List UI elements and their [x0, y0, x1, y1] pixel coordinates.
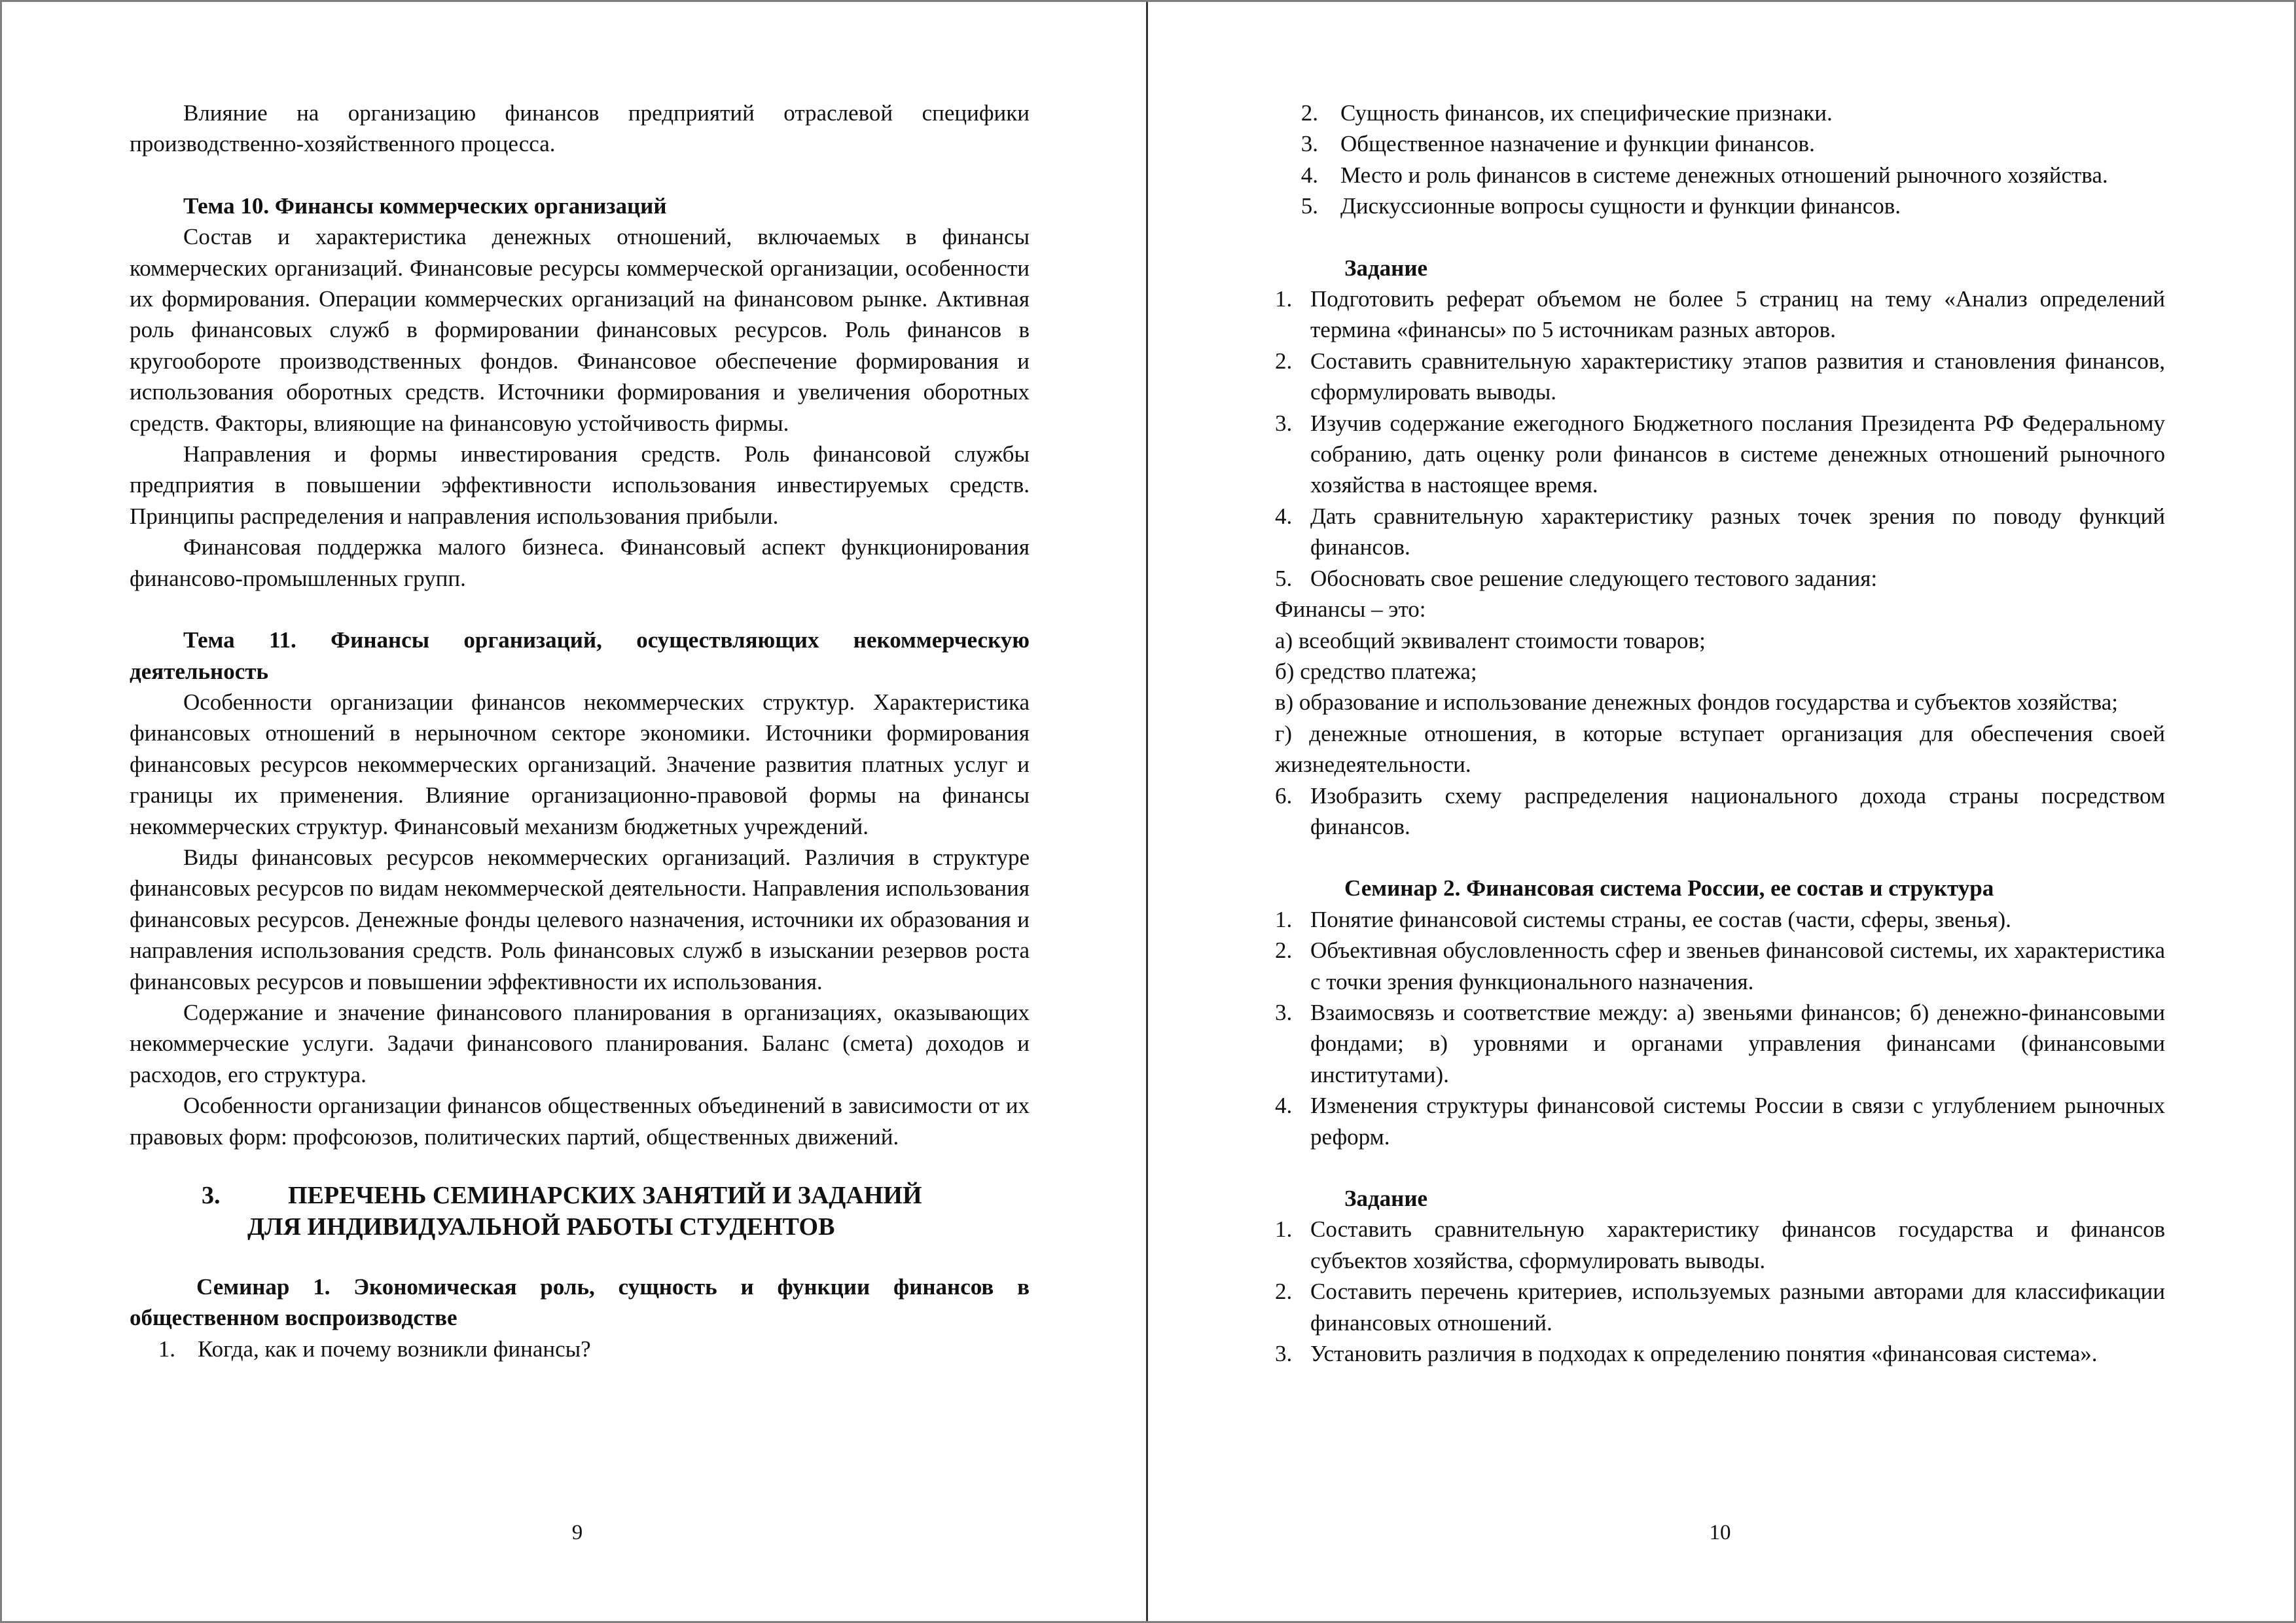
seminar2-heading: Семинар 2. Финансовая система России, ее состав и структура	[1344, 875, 1994, 902]
page-number-left: 9	[571, 1521, 583, 1544]
test-option-a: а) всеобщий эквивалент стоимости товаров;	[1275, 627, 1706, 653]
list-item-number: 3.	[1275, 410, 1293, 436]
list-item-number: 4.	[1300, 162, 1318, 188]
list-item-text: Составить перечень критериев, используемых разными авторами для классификации финансовых отношений.	[1310, 1279, 2165, 1336]
list-item-text: Составить сравнительную характеристику финансов государства и финансов субъектов хозяйства, сформулировать выводы.	[1310, 1216, 2165, 1273]
book-spread	[2, 2, 2294, 1621]
seminar1-list	[130, 1334, 1030, 1364]
test-option-c: в) образование и использование денежных фондов государства и субъектов хозяйства;	[1275, 689, 2118, 716]
topic10-paragraph-2: Направления и формы инвестирования средств. Роль финансовой службы предприятия в повышении эффективности использования инвестируемых средств. Принципы распределения и направления использования прибыли.	[130, 441, 1030, 529]
task1-list	[1275, 283, 2165, 594]
list-item-text: Изобразить схему распределения национального дохода страны посредством финансов.	[1310, 782, 2165, 839]
list-item-number: 1.	[1275, 286, 1293, 312]
list-item-text: Понятие финансовой системы страны, ее состав (части, сферы, звенья).	[1310, 906, 2011, 932]
test-option-b: б) средство платежа;	[1275, 658, 1477, 684]
list-item-text: Когда, как и почему возникли финансы?	[198, 1336, 591, 1362]
task2-list	[1275, 1214, 2165, 1369]
seminar2-list	[1275, 904, 2165, 1152]
topic11-heading: Тема 11. Финансы организаций, осуществляющих некоммерческую деятельность	[130, 627, 1030, 684]
list-item-text: Сущность финансов, их специфические признаки.	[1340, 100, 1833, 126]
topic10-heading: Тема 10. Финансы коммерческих организаций	[183, 192, 667, 219]
list-item-text: Изучив содержание ежегодного Бюджетного послания Президента РФ Федеральному собранию, дать оценку роли финансов в системе денежных отношений рыночного хозяйства в настоящее время.	[1310, 410, 2165, 498]
list-item-text: Изменения структуры финансовой системы России в связи с углублением рыночных реформ.	[1310, 1093, 2165, 1150]
list-item-number: 3.	[1275, 999, 1293, 1025]
list-item	[130, 1334, 1030, 1364]
list-item	[1275, 904, 2165, 935]
list-item-number: 6.	[1275, 782, 1293, 809]
page-number-right: 10	[1709, 1521, 1731, 1544]
list-item-text: Дискуссионные вопросы сущности и функции финансов.	[1340, 193, 1901, 219]
list-item-number: 4.	[1275, 503, 1293, 529]
list-item-number: 2.	[1300, 100, 1318, 126]
list-item	[1275, 501, 2165, 563]
list-item	[1275, 997, 2165, 1090]
list-item	[1275, 408, 2165, 501]
section3-title-line2: ДЛЯ ИНДИВИДУАЛЬНОЙ РАБОТЫ СТУДЕНТОВ	[247, 1213, 835, 1241]
test-question: Финансы – это:	[1275, 596, 1426, 623]
list-item-text: Установить различия в подходах к определению понятия «финансовая система».	[1310, 1341, 2098, 1367]
list-item	[1275, 128, 2165, 159]
list-item-number: 5.	[1300, 193, 1318, 219]
list-item	[1275, 160, 2165, 191]
list-item-text: Дать сравнительную характеристику разных точек зрения по поводу функций финансов.	[1310, 503, 2165, 560]
topic11-paragraph-1: Особенности организации финансов некоммерческих структур. Характеристика финансовых отношений в нерыночном секторе экономики. Источники формирования финансовых ресурсов некоммерческих организаций. Значение развития платных услуг и границы их применения. Влияние организационно-правовой формы на финансы некоммерческих структур. Финансовый механизм бюджетных учреждений.	[130, 689, 1030, 839]
list-item-text: Составить сравнительную характеристику этапов развития и становления финансов, сформулировать выводы.	[1310, 348, 2165, 405]
list-item	[1275, 1276, 2165, 1338]
list-item	[1275, 1214, 2165, 1276]
list-item-number: 2.	[1275, 938, 1293, 964]
list-item	[1275, 1338, 2165, 1369]
list-item-text: Общественное назначение и функции финансов.	[1340, 131, 1815, 157]
topic11-paragraph-4: Особенности организации финансов общественных объединений в зависимости от их правовых форм: профсоюзов, политических партий, общественных движений.	[130, 1093, 1030, 1150]
task2-heading: Задание	[1344, 1186, 1428, 1211]
list-item-text: Обосновать свое решение следующего тестового задания:	[1310, 565, 1878, 591]
topic10-paragraph-1: Состав и характеристика денежных отношений, включаемых в финансы коммерческих организаций. Финансовые ресурсы коммерческой организации, особенности их формирования. Операции коммерческих организаций на финансовом рынке. Активная роль финансовых служб в формировании финансовых ресурсов. Роль финансов в кругообороте производственных фондов. Финансовое обеспечение формирования и использования оборотных средств. Источники формирования и увеличения оборотных средств. Факторы, влияющие на финансовую устойчивость фирмы.	[130, 224, 1030, 436]
page-left	[2, 2, 1148, 1621]
list-item	[1275, 98, 2165, 128]
list-item-number: 1.	[1275, 906, 1293, 932]
list-item-number: 1.	[1275, 1216, 1293, 1243]
task1-heading: Задание	[1344, 255, 1428, 281]
list-item-text: Взаимосвязь и соответствие между: а) звеньями финансов; б) денежно-финансовыми фондами; в) уровнями и органами управления финансами (финансовыми институтами).	[1310, 999, 2165, 1087]
topic11-paragraph-3: Содержание и значение финансового планирования в организациях, оказывающих некоммерческие услуги. Задачи финансового планирования. Баланс (смета) доходов и расходов, его структура.	[130, 999, 1030, 1087]
seminar1-list-continued	[1275, 98, 2165, 222]
list-item	[1275, 191, 2165, 221]
section3-title	[130, 1180, 1030, 1243]
list-item-text: Объективная обусловленность сфер и звеньев финансовой системы, их характеристика с точки зрения функционального назначения.	[1310, 938, 2165, 994]
intro-paragraph: Влияние на организацию финансов предприятий отраслевой специфики производственно-хозяйственного процесса.	[130, 100, 1030, 157]
seminar1-heading: Семинар 1. Экономическая роль, сущность и функции финансов в общественном воспроизводстве	[130, 1274, 1030, 1331]
list-item-text: Место и роль финансов в системе денежных отношений рыночного хозяйства.	[1340, 162, 2108, 188]
list-item-number: 4.	[1275, 1093, 1293, 1119]
section3-number: 3.	[202, 1182, 221, 1209]
list-item	[1275, 1090, 2165, 1152]
topic10-paragraph-3: Финансовая поддержка малого бизнеса. Финансовый аспект функционирования финансово-промышленных групп.	[130, 534, 1030, 591]
list-item-number: 1.	[158, 1336, 175, 1362]
task1-list-end	[1275, 780, 2165, 843]
section3-title-line1: ПЕРЕЧЕНЬ СЕМИНАРСКИХ ЗАНЯТИЙ И ЗАДАНИЙ	[288, 1182, 922, 1209]
list-item-number: 2.	[1275, 1279, 1293, 1305]
page-right	[1148, 2, 2292, 1621]
list-item	[1275, 346, 2165, 408]
list-item-number: 3.	[1300, 131, 1318, 157]
list-item-text: Подготовить реферат объемом не более 5 страниц на тему «Анализ определений термина «финансы» по 5 источникам разных авторов.	[1310, 286, 2165, 343]
list-item	[1275, 283, 2165, 346]
list-item	[1275, 780, 2165, 843]
list-item-number: 2.	[1275, 348, 1293, 374]
list-item-number: 5.	[1275, 565, 1293, 591]
topic11-paragraph-2: Виды финансовых ресурсов некоммерческих организаций. Различия в структуре финансовых ресурсов по видам некоммерческой деятельности. Направления использования финансовых ресурсов. Денежные фонды целевого назначения, источники их образования и направления использования средств. Роль финансовых служб в изыскании резервов роста финансовых ресурсов и повышении эффективности их использования.	[130, 844, 1030, 994]
list-item	[1275, 935, 2165, 997]
list-item	[1275, 563, 2165, 594]
test-option-d: г) денежные отношения, в которые вступает организация для обеспечения своей жизнедеятельности.	[1275, 720, 2165, 778]
list-item-number: 3.	[1275, 1341, 1293, 1367]
